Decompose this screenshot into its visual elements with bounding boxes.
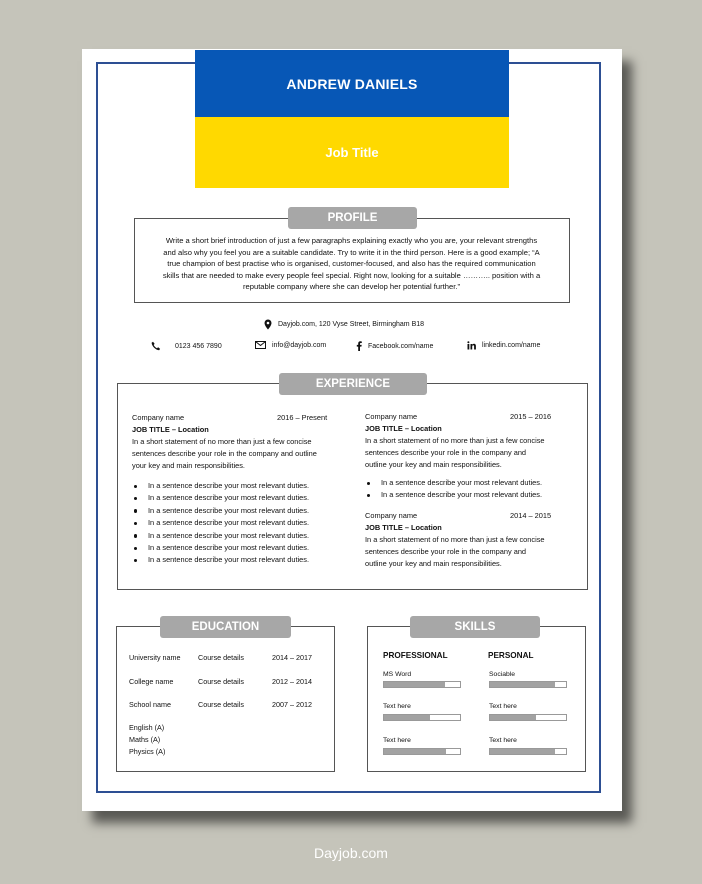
job-description bbox=[365, 534, 545, 570]
address-text: Dayjob.com, 120 Vyse Street, Birmingham B18 bbox=[278, 321, 425, 328]
profile-line: reputable company where she can develop her potential further.” bbox=[243, 282, 460, 292]
profile-line: skills that are needed to make every people feel special. Right now, looking for a suitable ……….. position with a bbox=[162, 270, 541, 280]
skill-label: MS Word bbox=[383, 671, 412, 678]
school-name: School name bbox=[129, 700, 171, 709]
job-title-location: JOB TITLE – Location bbox=[365, 523, 442, 532]
description-line: outline your key and main responsibilities. bbox=[365, 559, 502, 568]
description-line: In a short statement of no more than just a few concise bbox=[132, 437, 312, 446]
skill-label: Text here bbox=[383, 703, 411, 710]
course-details: Course details bbox=[198, 677, 244, 686]
duty-item: In a sentence describe your most relevant duties. bbox=[132, 505, 309, 517]
subject-item: Physics (A) bbox=[129, 747, 166, 756]
skill-bar-fill bbox=[384, 715, 430, 720]
skill-label: Text here bbox=[383, 737, 411, 744]
course-details: Course details bbox=[198, 653, 244, 662]
company-name: Company name bbox=[365, 412, 418, 421]
description-line: sentences describe your role in the company and bbox=[365, 547, 527, 556]
contact-linkedin bbox=[467, 341, 540, 350]
description-line: outline your key and main responsibilities. bbox=[365, 460, 502, 469]
skill-bar-fill bbox=[490, 682, 555, 687]
subject-grades bbox=[129, 722, 165, 758]
profile-line: Write a short brief introduction of just a few paragraphs explaining exactly who you are, your relevant strengths bbox=[165, 236, 538, 245]
description-line: In a short statement of no more than just a few concise bbox=[365, 436, 545, 445]
skills-heading: SKILLS bbox=[410, 616, 540, 638]
course-details: Course details bbox=[198, 700, 244, 709]
duty-item: In a sentence describe your most relevant duties. bbox=[132, 542, 309, 554]
subject-item: Maths (A) bbox=[129, 735, 161, 744]
skill-label: Text here bbox=[489, 703, 517, 710]
skill-label: Sociable bbox=[489, 671, 516, 678]
skill-bar-fill bbox=[490, 749, 555, 754]
description-line: sentences describe your role in the company and bbox=[365, 448, 527, 457]
facebook-text[interactable]: Facebook.com/name bbox=[368, 342, 434, 350]
skill-bar bbox=[383, 681, 461, 688]
contact-email bbox=[255, 341, 326, 349]
education-heading: EDUCATION bbox=[160, 616, 291, 638]
education-dates: 2014 – 2017 bbox=[272, 653, 312, 662]
skill-bar bbox=[489, 714, 567, 721]
school-name: College name bbox=[129, 677, 174, 686]
email-text[interactable]: info@dayjob.com bbox=[272, 341, 327, 349]
job-title-location: JOB TITLE – Location bbox=[365, 424, 442, 433]
envelope-icon bbox=[255, 341, 266, 349]
job-description bbox=[132, 436, 317, 472]
duty-item: In a sentence describe your most relevant duties. bbox=[132, 492, 309, 504]
duties-list bbox=[132, 480, 309, 567]
facebook-icon bbox=[356, 341, 362, 351]
profile-text bbox=[141, 235, 562, 293]
job-description bbox=[365, 435, 545, 471]
company-name: Company name bbox=[365, 511, 418, 520]
company-name: Company name bbox=[132, 413, 185, 422]
duties-list bbox=[365, 477, 542, 502]
description-line: sentences describe your role in the company and outline bbox=[132, 449, 317, 458]
duty-item: In a sentence describe your most relevant duties. bbox=[365, 477, 542, 489]
duty-item: In a sentence describe your most relevant duties. bbox=[132, 554, 309, 566]
job-dates: 2015 – 2016 bbox=[510, 412, 552, 421]
phone-text: 0123 456 7890 bbox=[175, 342, 222, 350]
phone-icon bbox=[151, 341, 161, 351]
profile-heading: PROFILE bbox=[288, 207, 417, 229]
job-dates: 2016 – Present bbox=[277, 413, 328, 422]
contact-phone bbox=[151, 341, 222, 351]
skill-bar bbox=[489, 748, 567, 755]
contact-address bbox=[264, 319, 424, 330]
skill-bar-fill bbox=[490, 715, 536, 720]
personal-skills-heading: PERSONAL bbox=[488, 651, 534, 660]
duty-item: In a sentence describe your most relevant duties. bbox=[132, 480, 309, 492]
education-dates: 2007 – 2012 bbox=[272, 700, 312, 709]
education-dates: 2012 – 2014 bbox=[272, 677, 312, 686]
skill-bar-fill bbox=[384, 749, 446, 754]
experience-heading: EXPERIENCE bbox=[279, 373, 427, 395]
location-pin-icon bbox=[264, 319, 272, 330]
skill-bar-fill bbox=[384, 682, 445, 687]
profile-line: true champion of best practise who is organised, customer-focused, and also has the required communication bbox=[167, 259, 536, 269]
skill-bar bbox=[383, 748, 461, 755]
school-name: University name bbox=[129, 653, 181, 662]
footer-brand[interactable]: Dayjob.com bbox=[314, 845, 388, 861]
subject-item: English (A) bbox=[129, 723, 165, 732]
skill-bar bbox=[489, 681, 567, 688]
professional-skills-heading: PROFESSIONAL bbox=[383, 651, 448, 660]
duty-item: In a sentence describe your most relevant duties. bbox=[132, 517, 309, 529]
job-title-location: JOB TITLE – Location bbox=[132, 425, 209, 434]
linkedin-text[interactable]: linkedin.com/name bbox=[482, 342, 541, 349]
profile-line: and also why you feel you are a suitable candidate. Try to write it in the third person. Here is a good example; “A bbox=[163, 247, 540, 257]
contact-facebook bbox=[356, 341, 433, 351]
description-line: In a short statement of no more than just a few concise bbox=[365, 535, 545, 544]
candidate-name: ANDREW DANIELS bbox=[195, 50, 509, 117]
job-title: Job Title bbox=[195, 117, 509, 188]
linkedin-icon bbox=[467, 341, 476, 350]
skill-bar bbox=[383, 714, 461, 721]
duty-item: In a sentence describe your most relevant duties. bbox=[132, 530, 309, 542]
skill-label: Text here bbox=[489, 737, 517, 744]
duty-item: In a sentence describe your most relevant duties. bbox=[365, 489, 542, 501]
job-dates: 2014 – 2015 bbox=[510, 511, 552, 520]
description-line: your key and main responsibilities. bbox=[132, 461, 245, 470]
